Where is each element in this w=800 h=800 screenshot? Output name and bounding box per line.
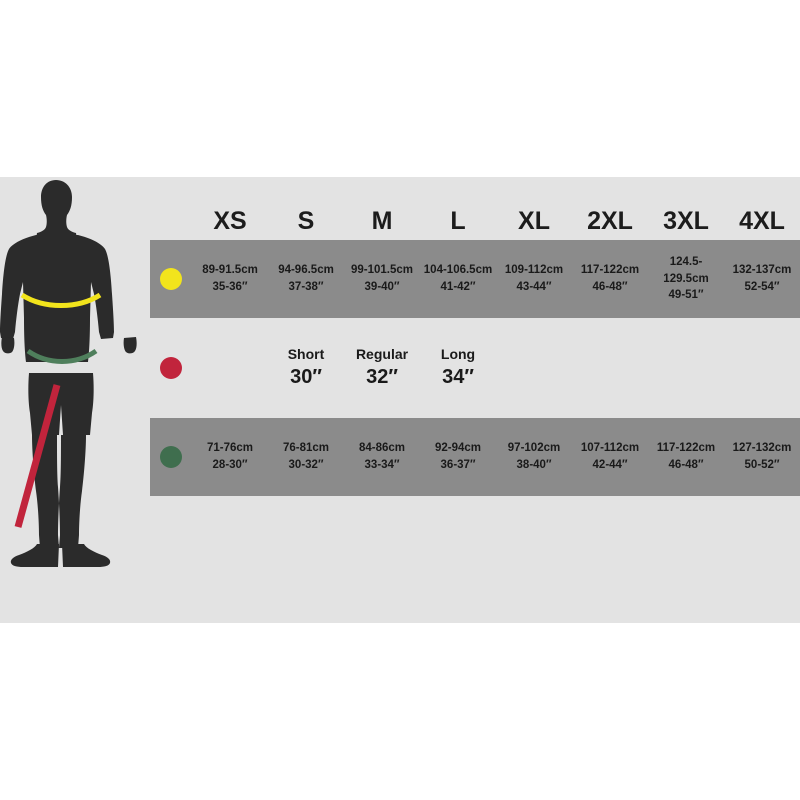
waist-cell-s — [268, 418, 344, 496]
size-header-3xl: 3XL — [663, 207, 709, 235]
inseam-cell-4xl — [724, 318, 800, 418]
waist-l-in: 36-37″ — [440, 459, 476, 471]
chest-3xl-in: 49-51″ — [668, 289, 704, 302]
size-header-4xl: 4XL — [739, 207, 785, 235]
inseam-cell-3xl — [648, 318, 724, 418]
waist-cell-l — [420, 418, 496, 496]
chest-xs-in: 35-36″ — [212, 281, 248, 293]
inseam-marker-cell — [150, 318, 192, 418]
inseam-l-label: Long — [440, 345, 476, 362]
size-header-xl: XL — [518, 207, 550, 235]
waist-marker-green-icon — [160, 446, 182, 468]
chest-cell-3xl — [648, 240, 724, 318]
chest-s-cm: 94-96.5cm — [278, 264, 334, 277]
chest-m-cm: 99-101.5cm — [350, 264, 414, 277]
chest-marker-cell — [150, 240, 192, 318]
inseam-m-value: 32″ — [366, 366, 398, 389]
chest-l-cm: 104-106.5cm — [423, 264, 493, 277]
inseam-l-value: 34″ — [442, 366, 474, 389]
waist-l-cm: 92-94cm — [434, 442, 482, 455]
chest-2xl-in: 46-48″ — [592, 281, 628, 293]
inseam-s-label: Short — [287, 345, 325, 362]
waist-4xl-in: 50-52″ — [744, 459, 780, 471]
waist-xs-cm: 71-76cm — [206, 442, 254, 455]
inseam-m-label: Regular — [355, 345, 409, 362]
waist-s-cm: 76-81cm — [282, 442, 330, 455]
chest-l-in: 41-42″ — [440, 281, 476, 293]
chest-cell-4xl — [724, 240, 800, 318]
waist-cell-3xl — [648, 418, 724, 496]
chest-3xl-cm: 124.5-129.5cm — [663, 255, 709, 285]
chest-4xl-in: 52-54″ — [744, 281, 780, 293]
chest-row — [150, 240, 800, 318]
chest-marker-yellow-icon — [160, 268, 182, 290]
chest-4xl-cm: 132-137cm — [732, 264, 792, 277]
inseam-cell-xs — [192, 318, 268, 418]
waist-marker-cell — [150, 418, 192, 496]
chest-m-in: 39-40″ — [364, 281, 400, 293]
inseam-marker-red-icon — [160, 357, 182, 379]
chest-cell-xl — [496, 240, 572, 318]
inseam-s-value: 30″ — [290, 366, 322, 389]
waist-2xl-in: 42-44″ — [592, 459, 628, 471]
chest-cell-xs — [192, 240, 268, 318]
waist-cell-xs — [192, 418, 268, 496]
waist-cell-2xl — [572, 418, 648, 496]
chest-xl-cm: 109-112cm — [504, 264, 564, 277]
waist-4xl-cm: 127-132cm — [732, 442, 792, 455]
inseam-cell-xl — [496, 318, 572, 418]
chest-s-in: 37-38″ — [288, 281, 324, 293]
chest-cell-s — [268, 240, 344, 318]
inseam-cell-2xl — [572, 318, 648, 418]
inseam-cell-s — [268, 318, 344, 418]
size-grid — [150, 177, 800, 623]
size-header-2xl: 2XL — [587, 207, 633, 235]
chest-2xl-cm: 117-122cm — [580, 264, 640, 277]
waist-s-in: 30-32″ — [288, 459, 324, 471]
body-silhouette-icon — [0, 177, 150, 623]
waist-3xl-in: 46-48″ — [668, 459, 704, 471]
waist-cell-m — [344, 418, 420, 496]
waist-m-in: 33-34″ — [364, 459, 400, 471]
size-chart — [0, 177, 800, 623]
size-header-row — [150, 177, 800, 240]
waist-row — [150, 418, 800, 496]
size-header-s: S — [297, 207, 315, 235]
inseam-row — [150, 318, 800, 418]
waist-xs-in: 28-30″ — [212, 459, 248, 471]
inseam-cell-l — [420, 318, 496, 418]
waist-xl-in: 38-40″ — [516, 459, 552, 471]
waist-2xl-cm: 107-112cm — [580, 442, 640, 455]
waist-cell-xl — [496, 418, 572, 496]
chest-cell-l — [420, 240, 496, 318]
inseam-cell-m — [344, 318, 420, 418]
male-body-figure — [0, 177, 150, 623]
waist-m-cm: 84-86cm — [358, 442, 406, 455]
waist-cell-4xl — [724, 418, 800, 496]
header-marker-cell — [150, 177, 192, 240]
waist-3xl-cm: 117-122cm — [656, 442, 716, 455]
size-header-xs: XS — [213, 207, 247, 235]
chest-xl-in: 43-44″ — [516, 281, 552, 293]
chest-cell-2xl — [572, 240, 648, 318]
size-header-m: M — [371, 207, 393, 235]
size-header-l: L — [450, 207, 466, 235]
chest-cell-m — [344, 240, 420, 318]
chest-xs-cm: 89-91.5cm — [202, 264, 258, 277]
waist-xl-cm: 97-102cm — [507, 442, 561, 455]
